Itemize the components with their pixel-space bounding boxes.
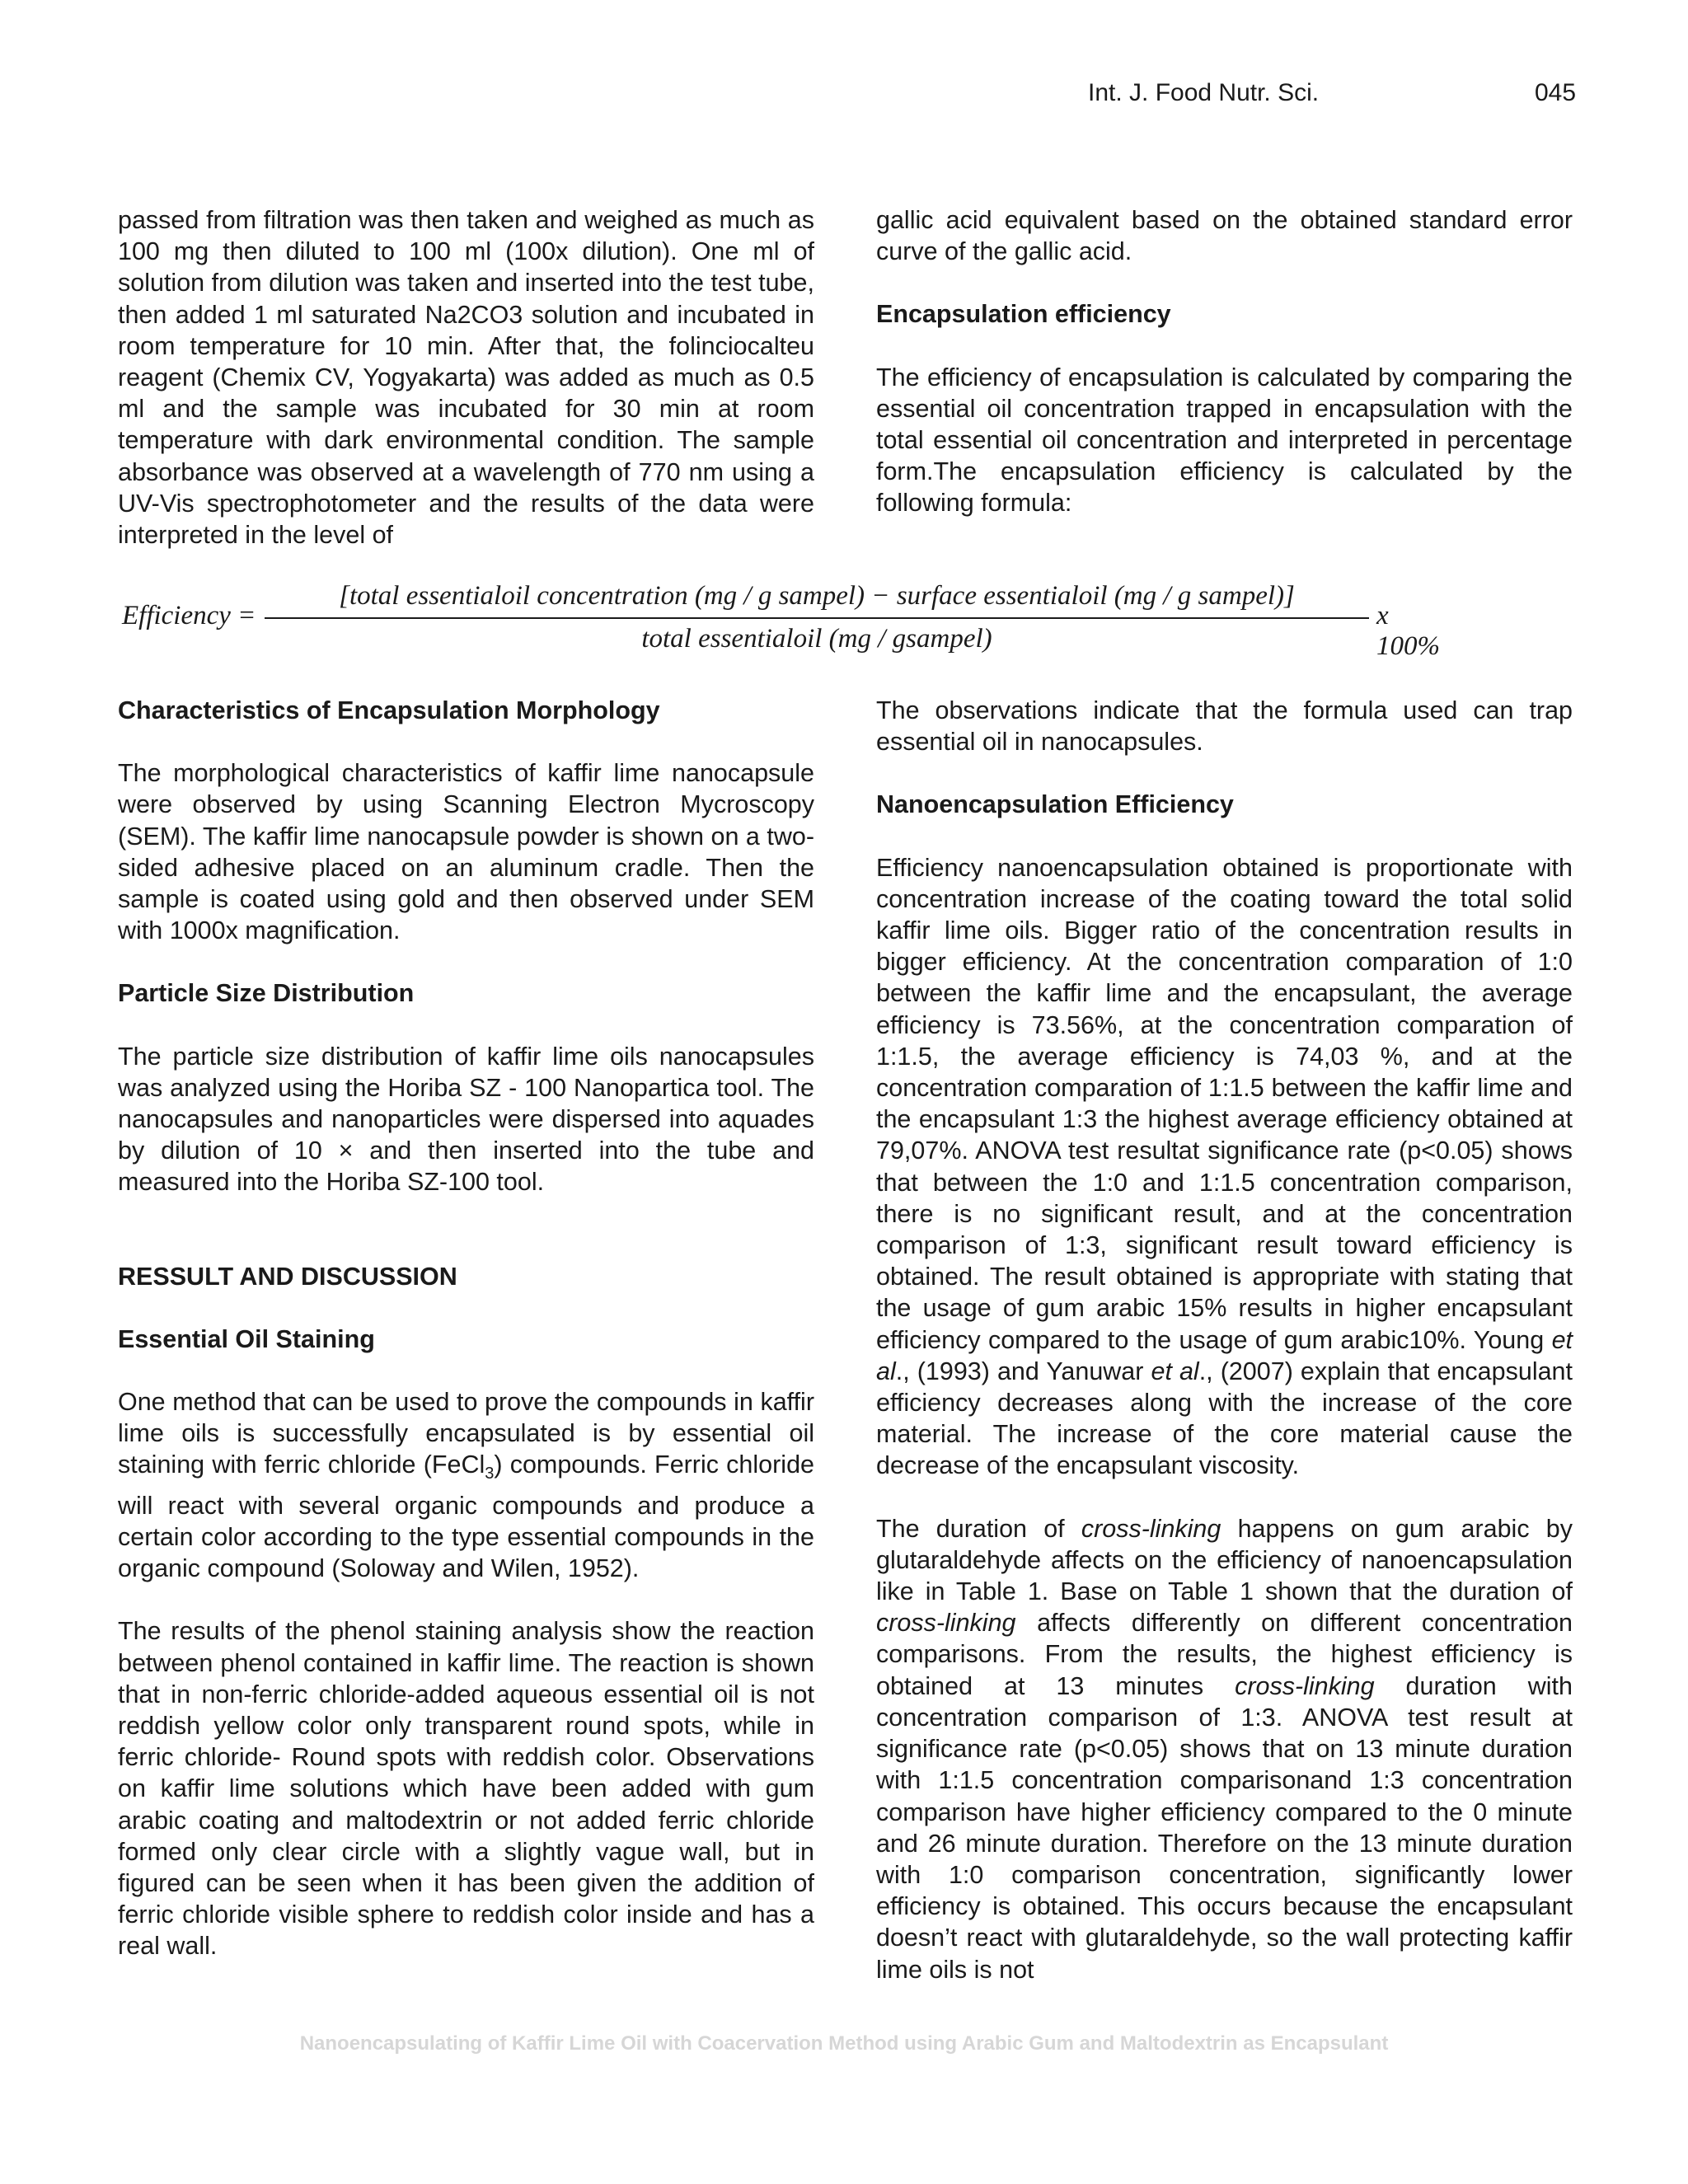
gallic-acid-paragraph: gallic acid equivalent based on the obtained standard error curve of the gallic acid. [876,206,1573,266]
morphology-paragraph: The morphological characteristics of kaffir lime nanocapsule were observed by using Scanning Electron Mycroscopy (SEM). The kaffir lime nanocapsule powder is shown on a two-sided adhesive placed on an aluminum cradle. Then the sample is coated using gold and then observed under SEM with 1000x magnification. [118,759,814,945]
bottom-left-column [118,695,814,1962]
top-left-column [118,204,814,551]
encapsulation-efficiency-heading: Encapsulation efficiency [876,300,1171,329]
bottom-right-column [876,695,1573,1985]
particle-size-paragraph: The particle size distribution of kaffir lime oils nanocapsules was analyzed using the Horiba SZ - 100 Nanopartica tool. The nanocapsules and nanoparticles were dispersed into aquades by dilution of 10 × and then inserted into the tube and measured into the Horiba SZ-100 tool. [118,1042,814,1197]
morphology-heading: Characteristics of Encapsulation Morphology [118,696,660,724]
crosslinking-term-2: cross-linking [876,1609,1016,1638]
staining-text-after: ) compounds. Ferric chloride will react with several organic compounds and produce a certain color according to the type essential compounds in the organic compound (Soloway and Wilen, 1952). [118,1451,814,1583]
nano-text-3: ., (2007) explain that encapsulant efficiency decreases along with the increase of the core material. The increase of the core material cause the decrease of the encapsulant viscosity. [876,1357,1573,1480]
formula-fraction-bar [265,617,1369,619]
page-header [0,79,1688,112]
formula-multiplier: x 100% [1376,601,1440,661]
et-al-2: et al [1151,1357,1199,1385]
top-right-column [876,204,1573,519]
nanoencapsulation-heading: Nanoencapsulation Efficiency [876,790,1234,819]
staining-subscript: 3 [485,1465,495,1483]
formula-denominator: total essentialoil (mg / gsampel) [641,624,992,654]
cross-text-3: affects differently on different concentration comparisons. From the results, the highest efficiency is obtained at 13 minutes [876,1609,1573,1700]
crosslinking-paragraph [876,1513,1573,1985]
particle-size-heading: Particle Size Distribution [118,979,415,1008]
results-discussion-heading: RESSULT AND DISCUSSION [118,1262,457,1291]
journal-name: Int. J. Food Nutr. Sci. [1088,79,1320,106]
cross-text-2: happens on gum arabic by glutaraldehyde affects on the efficiency of nanoencapsulation like in Table 1. Base on Table 1 shown that the duration of [876,1514,1573,1606]
phenol-staining-paragraph: The results of the phenol staining analysis show the reaction between phenol contained in kaffir lime. The reaction is shown that in non-ferric chloride-added aqueous essential oil is not reddish yellow color only transparent round spots, while in ferric chloride- Round spots with reddish color. Observations on kaffir lime solutions which have been added with gum arabic coating and maltodextrin or not added ferric chloride formed only clear circle with a slightly vague wall, but in figured can be seen when it has been given the addition of ferric chloride visible sphere to reddish color inside and has a real wall. [118,1617,814,1961]
filtration-paragraph: passed from filtration was then taken and weighed as much as 100 mg then diluted to 100 ml (100x dilution). One ml of solution from dilution was taken and inserted into the test tube, then added 1 ml saturated Na2CO3 solution and incubated in room temperature for 10 min. After that, the folinciocalteu reagent (Chemix CV, Yogyakarta) was added as much as 0.5 ml and the sample was incubated for 30 min at room temperature with dark environmental condition. The sample absorbance was observed at a wavelength of 770 nm using a UV-Vis spectrophotometer and the results of the data were interpreted in the level of [118,206,814,550]
efficiency-formula [122,581,1440,663]
nanoencapsulation-paragraph [876,852,1573,1482]
observations-paragraph: The observations indicate that the formula used can trap essential oil in nanocapsules. [876,696,1573,757]
formula-numerator: [total essentialoil concentration (mg / g sampel) − surface essentialoil (mg / g sampel)] [339,581,1295,611]
running-footer: Nanoencapsulating of Kaffir Lime Oil with Coacervation Method using Arabic Gum and Maltodextrin as Encapsulant [299,2032,1389,2055]
page-number: 045 [1535,79,1577,106]
oil-staining-heading: Essential Oil Staining [118,1324,375,1353]
cross-text-1: The duration of [876,1514,1081,1543]
nano-text-1: Efficiency nanoencapsulation obtained is proportionate with concentration increase of the coating toward the total solid kaffir lime oils. Bigger ratio of the concentration results in bigger efficiency. At the concentration comparation of 1:0 between the kaffir lime and the encapsulant, the average efficiency is 73.56%, at the concentration comparation of 1:1.5, the average efficiency is 74,03 %, and at the concentration comparation of 1:1.5 between the kaffir lime and the encapsulant 1:3 the highest average efficiency obtained at 79,07%. ANOVA test resultat significance rate (p<0.05) shows that between the 1:0 and 1:1.5 concentration comparison, there is no significant result, and at the concentration comparison of 1:3, significant result toward efficiency is obtained. The result obtained is appropriate with stating that the usage of gum arabic 15% results in higher encapsulant efficiency compared to the usage of gum arabic10%. Young [876,853,1573,1354]
staining-text-before: One method that can be used to prove the compounds in kaffir lime oils is successfully encapsulated is by essential oil staining with ferric chloride (FeCl [118,1388,814,1479]
crosslinking-term-1: cross-linking [1081,1514,1221,1543]
encapsulation-efficiency-paragraph: The efficiency of encapsulation is calculated by comparing the essential oil concentration trapped in encapsulation with the total essential oil concentration and interpreted in percentage form.The encapsulation efficiency is calculated by the following formula: [876,363,1573,518]
formula-lhs: Efficiency = [122,601,256,630]
et-al-1: et al [876,1325,1573,1385]
oil-staining-paragraph [118,1386,814,1584]
cross-text-4: duration with concentration comparison of 1:3. ANOVA test result at significance rate (p<0.05) shows that on 13 minute duration with 1:1.5 concentration comparisonand 1:3 concentration comparison have higher efficiency compared to the 0 minute and 26 minute duration. Therefore on the 13 minute duration with 1:0 comparison concentration, significantly lower efficiency is obtained. This occurs because the encapsulant doesn’t react with glutaraldehyde, so the wall protecting kaffir lime oils is not [876,1671,1573,1984]
crosslinking-term-3: cross-linking [1235,1671,1375,1700]
nano-text-2: ., (1993) and Yanuwar [895,1357,1151,1385]
